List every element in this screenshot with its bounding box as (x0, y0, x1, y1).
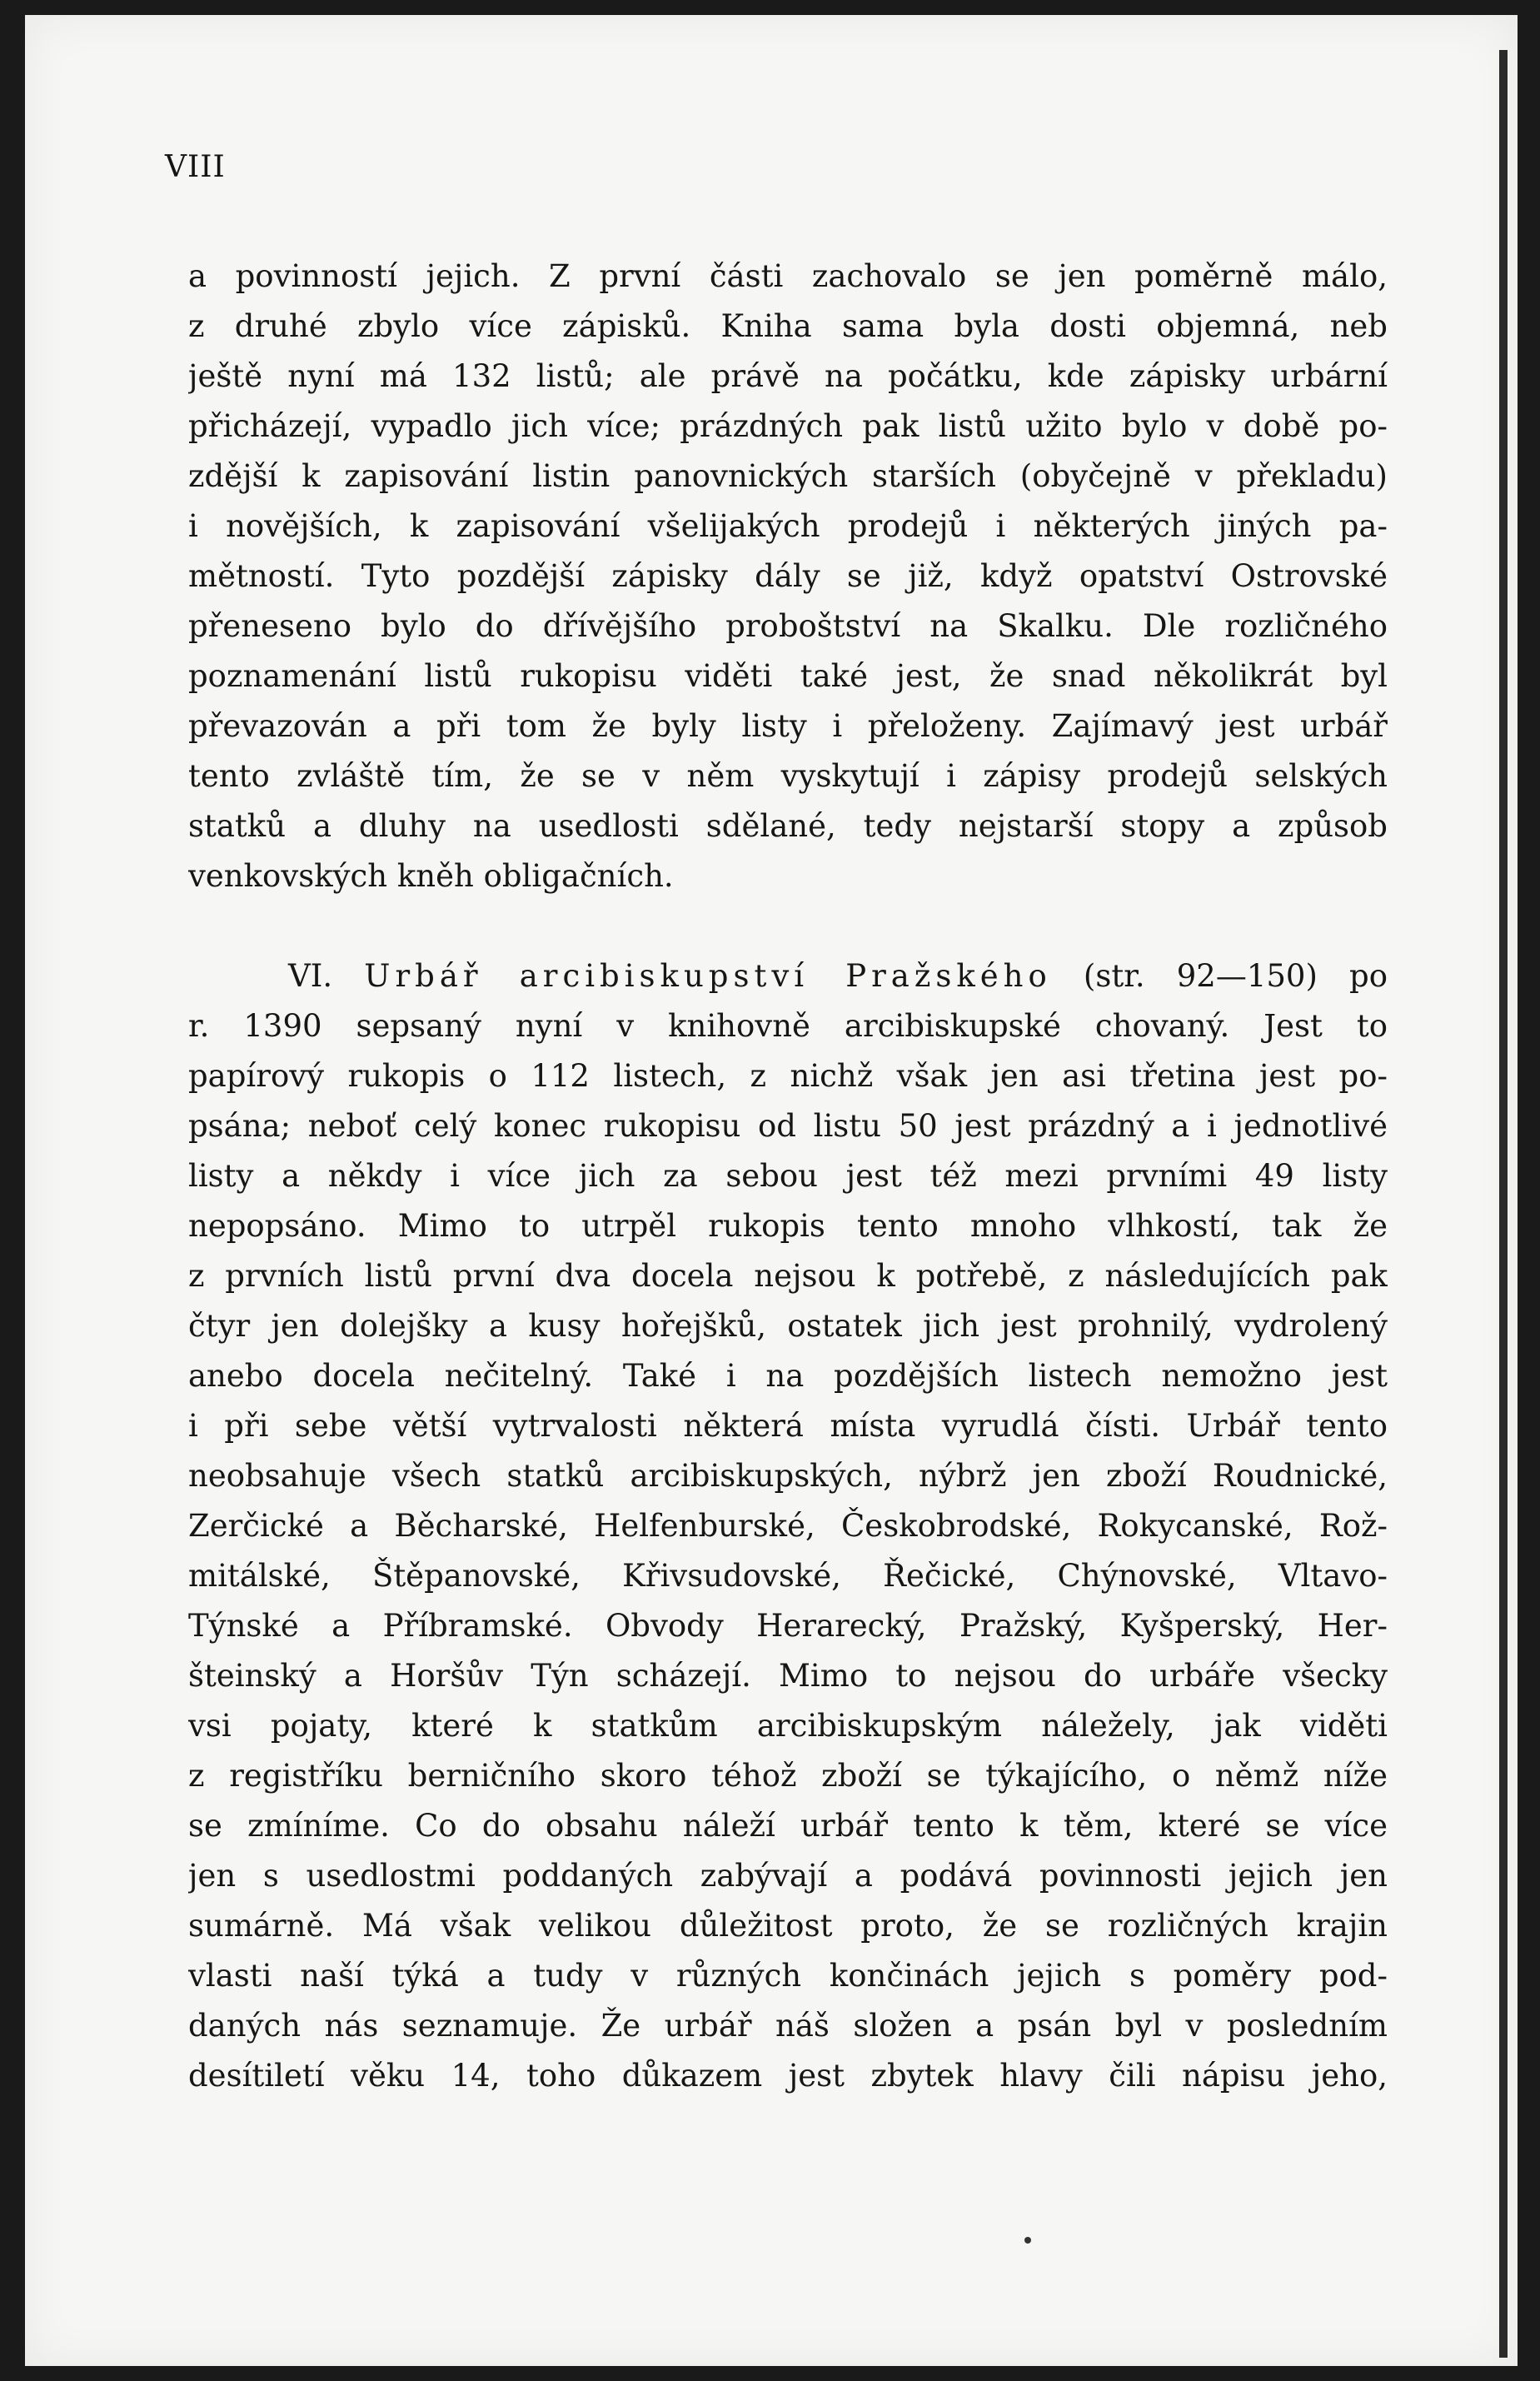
text-line: z registříku berničního skoro téhož zboží se týkajícího, o němž níže (188, 1758, 1388, 1794)
text-line: vlasti naší týká a tudy v různých končinách jejich s poměry pod- (188, 1958, 1388, 1994)
text-line: čtyr jen dolejšky a kusy hořejšků, ostatek jich jest prohnilý, vydrolený (188, 1308, 1388, 1344)
paragraph-gap (188, 901, 1388, 951)
text-line: a povinností jejich. Z první části zachovalo se jen poměrně málo, (188, 258, 1388, 294)
text-line: přicházejí, vypadlo jich více; prázdných pak listů užito bylo v době po- (188, 408, 1388, 444)
body-text (188, 252, 1388, 2101)
text-line: poznamenání listů rukopisu viděti také jest, že snad několikrát byl (188, 658, 1388, 694)
text-line: venkovských kněh obligačních. (188, 858, 674, 894)
text-line: tento zvláště tím, že se v něm vyskytují i zápisy prodejů selských (188, 758, 1388, 794)
stray-mark (1024, 2237, 1031, 2244)
page-edge-shadow (1499, 50, 1508, 2358)
text-line: desítiletí věku 14, toho důkazem jest zbytek hlavy čili nápisu jeho, (188, 2058, 1388, 2094)
text-line: psána; neboť celý konec rukopisu od listu 50 jest prázdný a i jednotlivé (188, 1108, 1388, 1144)
text-line: převazován a při tom že byly listy i přeloženy. Zajímavý jest urbář (188, 708, 1388, 744)
text-line: i novějších, k zapisování všelijakých prodejů i některých jiných pa- (188, 508, 1388, 544)
text-line: i při sebe větší vytrvalosti některá místa vyrudlá čísti. Urbář tento (188, 1408, 1388, 1444)
section-title-spaced: Urbář arcibiskupství Pražského (364, 958, 1052, 994)
text-line: zdější k zapisování listin panovnických starších (obyčejně v překladu) (188, 458, 1388, 494)
text-line: vsi pojaty, které k statkům arcibiskupským náležely, jak viděti (188, 1708, 1388, 1744)
text-line: nepopsáno. Mimo to utrpěl rukopis tento mnoho vlhkostí, tak že (188, 1208, 1388, 1244)
text-line: jen s usedlostmi poddaných zabývají a podává povinnosti jejich jen (188, 1858, 1388, 1894)
text-line: r. 1390 sepsaný nyní v knihovně arcibiskupské chovaný. Jest to (188, 1008, 1388, 1044)
page-number: VIII (165, 150, 226, 184)
text-line: neobsahuje všech statků arcibiskupských, nýbrž jen zboží Roudnické, (188, 1458, 1388, 1494)
text-line: anebo docela nečitelný. Také i na pozdějších listech nemožno jest (188, 1358, 1388, 1394)
section-heading-line: VI. Urbář arcibiskupství Pražského (str. 92—150) po (288, 958, 1388, 994)
text-line: Týnské a Příbramské. Obvody Herarecký, Pražský, Kyšperský, Her- (188, 1608, 1388, 1644)
text-line: mětností. Tyto pozdější zápisky dály se již, když opatství Ostrovské (188, 558, 1388, 594)
text-line: se zmíníme. Co do obsahu náleží urbář tento k těm, které se více (188, 1808, 1388, 1844)
text-line: mitálské, Štěpanovské, Křivsudovské, Řečické, Chýnovské, Vltavo- (188, 1558, 1388, 1594)
text-line: sumárně. Má však velikou důležitost proto, že se rozličných krajin (188, 1908, 1388, 1944)
text-line: přeneseno bylo do dřívějšího proboštství na Skalku. Dle rozličného (188, 608, 1388, 644)
text-line: šteinský a Horšův Týn scházejí. Mimo to nejsou do urbáře všecky (188, 1658, 1388, 1694)
text-line: daných nás seznamuje. Že urbář náš složen a psán byl v posledním (188, 2008, 1388, 2044)
text-line: ještě nyní má 132 listů; ale právě na počátku, kde zápisky urbární (188, 358, 1388, 394)
text-line: statků a dluhy na usedlosti sdělané, tedy nejstarší stopy a způsob (188, 808, 1388, 844)
text-line: z prvních listů první dva docela nejsou k potřebě, z následujících pak (188, 1258, 1388, 1294)
text-line: papírový rukopis o 112 listech, z nichž však jen asi třetina jest po- (188, 1058, 1388, 1094)
text-line: listy a někdy i více jich za sebou jest též mezi prvními 49 listy (188, 1158, 1388, 1194)
text-line: z druhé zbylo více zápisků. Kniha sama byla dosti objemná, neb (188, 308, 1388, 344)
text-line: Zerčické a Běcharské, Helfenburské, Českobrodské, Rokycanské, Rož- (188, 1508, 1388, 1544)
